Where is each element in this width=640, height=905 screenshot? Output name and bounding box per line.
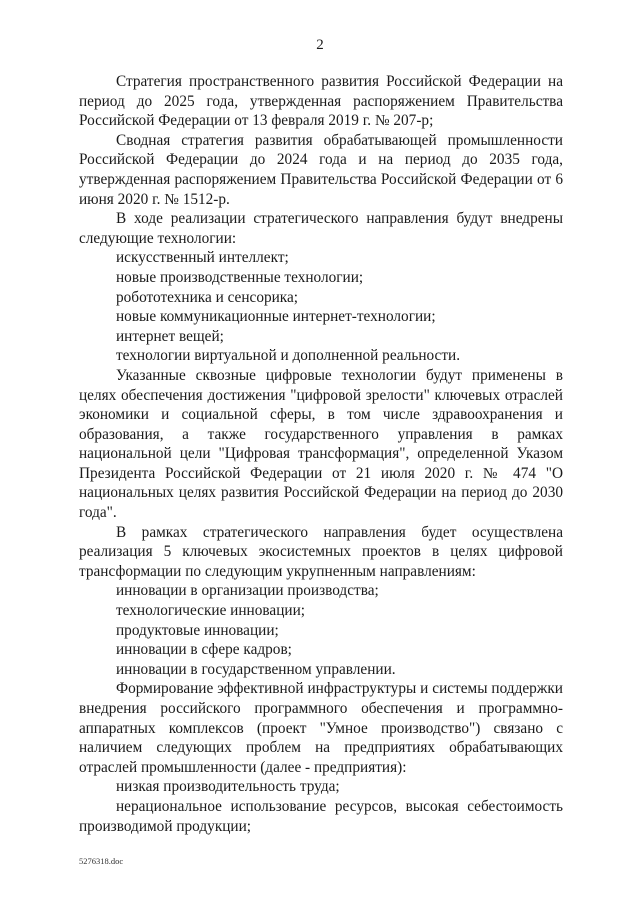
page-number: 2 [316, 37, 324, 53]
list-item: искусственный интеллект; [116, 249, 289, 267]
list-item: робототехника и сенсорика; [116, 288, 299, 306]
document-body [79, 72, 563, 836]
paragraph: нерациональное использование ресурсов, высокая себестоимость производимой продукции; [79, 797, 563, 835]
paragraph: Формирование эффективной инфраструктуры и системы поддержки внедрения российского программного обеспечения и программно-аппаратных комплексов (проект "Умное производство") связано с наличием следующих проблем на предприятиях обрабатывающих отраслей промышленности (далее - предприятия): [79, 680, 563, 776]
list-item: продуктовые инновации; [116, 621, 279, 639]
list-item: технологические инновации; [116, 602, 306, 620]
paragraph: Стратегия пространственного развития Российской Федерации на период до 2025 года, утвержденная распоряжением Правительства Российской Федерации от 13 февраля 2019 г. № 207-р; [79, 73, 563, 130]
paragraph: В ходе реализации стратегического направления будут внедрены следующие технологии: [79, 210, 563, 247]
footer-file-name: 5276318.doc [79, 856, 124, 866]
list-item: новые коммуникационные интернет-технологии; [116, 308, 436, 326]
list-item: технологии виртуальной и дополненной реальности. [116, 347, 461, 365]
paragraph: Указанные сквозные цифровые технологии будут применены в целях обеспечения достижения "цифровой зрелости" ключевых отраслей экономики и социальной сферы, в том числе здравоохранения и образования, а также государственного управления в рамках национальной цели "Цифровая трансформация", определенной Указом Президента Российской Федерации от 21 июля 2020 г. № 474 "О национальных целях развития Российской Федерации на период до 2030 года". [79, 366, 563, 522]
list-item: инновации в организации производства; [116, 582, 379, 600]
paragraph: Сводная стратегия развития обрабатывающей промышленности Российской Федерации до 2024 года и на период до 2035 года, утвержденная распоряжением Правительства Российской Федерации от 6 июня 2020 г. № 1512-р. [79, 131, 563, 208]
paragraph: В рамках стратегического направления будет осуществлена реализация 5 ключевых экосистемных проектов в целях цифровой трансформации по следующим укрупненным направлениям: [79, 523, 563, 580]
list-item: интернет вещей; [116, 327, 224, 345]
list-item: инновации в государственном управлении. [116, 660, 396, 678]
list-item: инновации в сфере кадров; [116, 641, 292, 659]
list-item: новые производственные технологии; [116, 268, 364, 286]
list-item: низкая производительность труда; [116, 778, 340, 796]
